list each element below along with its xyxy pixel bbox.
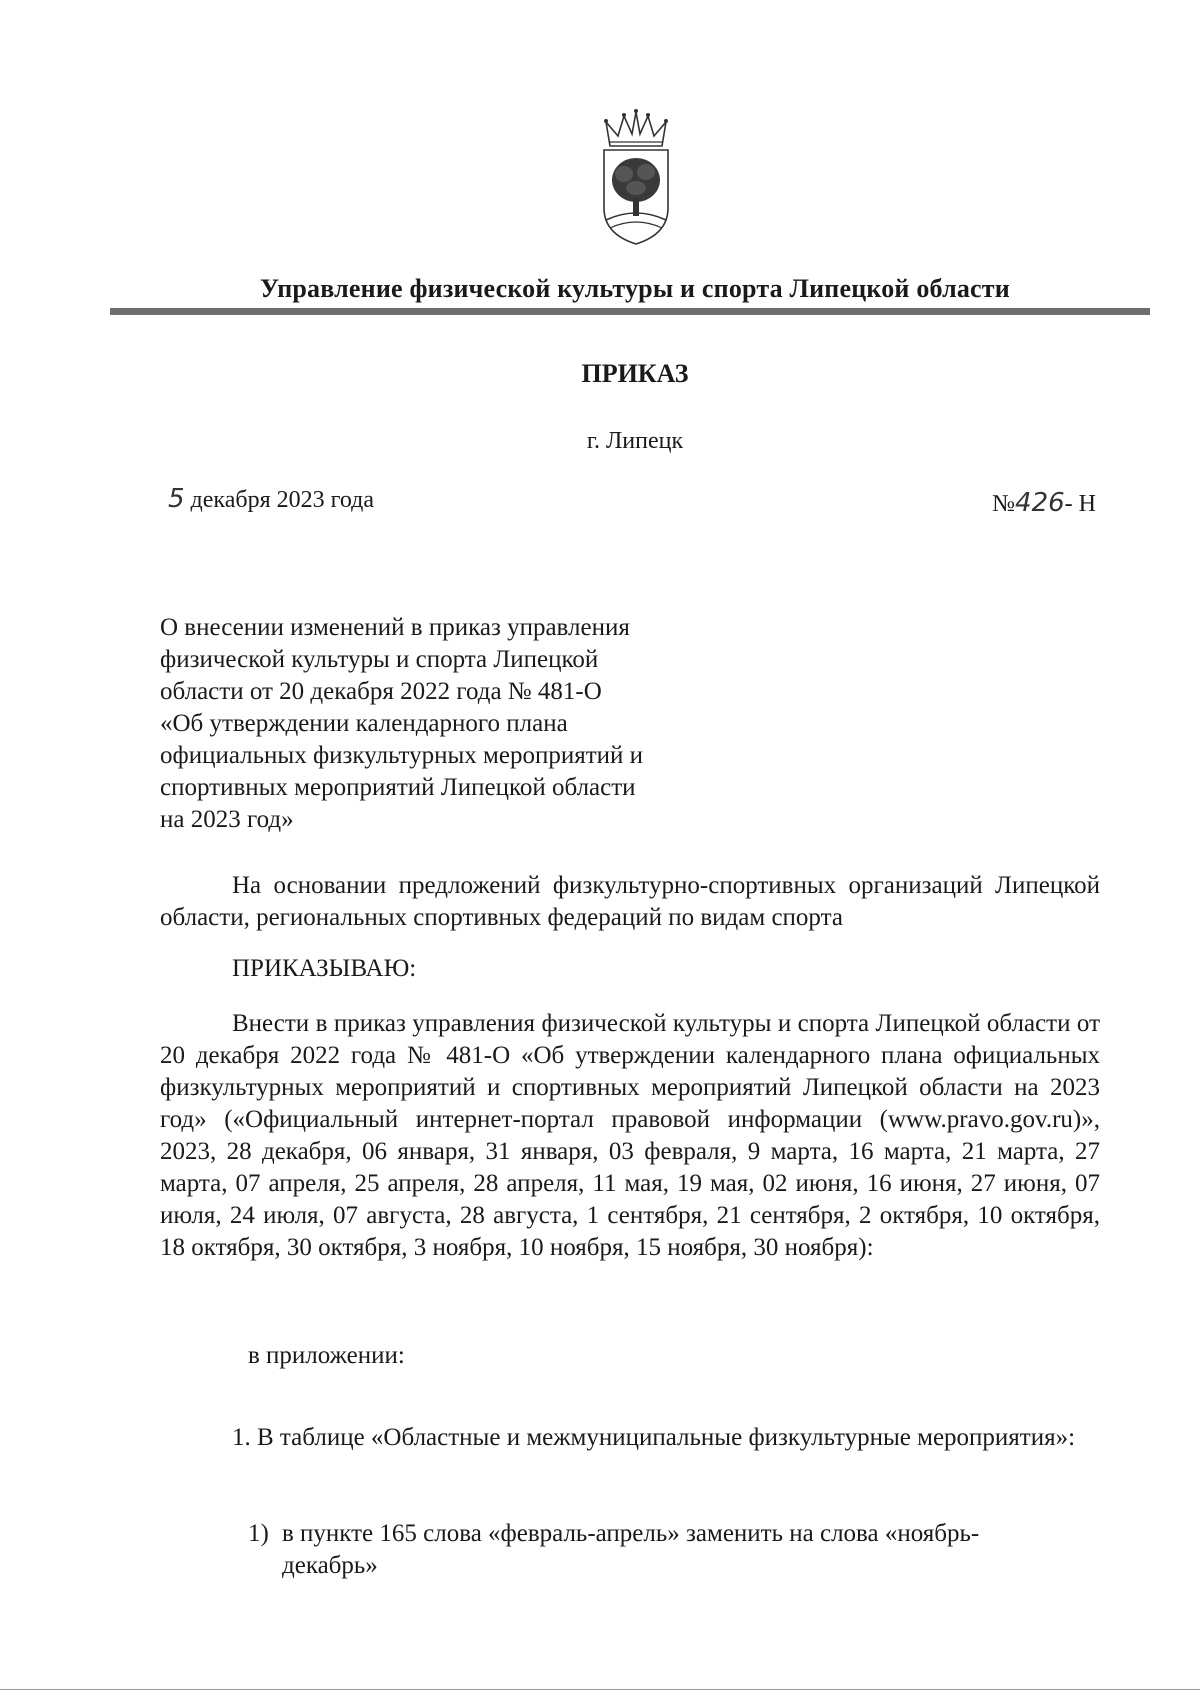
city: г. Липецк bbox=[586, 428, 684, 454]
date-text: декабря 2023 года bbox=[190, 487, 375, 513]
basis-paragraph: На основании предложений физкультурно-спортивных организаций Липецкой области, региональных спортивных федераций по видам спорта bbox=[160, 872, 1100, 931]
subject-line: на 2023 год» bbox=[160, 806, 294, 833]
handwritten-day: 5 bbox=[168, 484, 185, 514]
subitem-text-continued: декабрь» bbox=[282, 1552, 378, 1579]
subject-line: официальных физкультурных мероприятий и bbox=[160, 742, 644, 769]
subject-line: «Об утверждении календарного плана bbox=[160, 710, 568, 737]
organization-title: Управление физической культуры и спорта Липецкой области bbox=[260, 274, 1010, 303]
handwritten-number: 426 bbox=[1015, 488, 1065, 518]
document-date bbox=[168, 484, 374, 514]
number-prefix: № bbox=[992, 491, 1016, 517]
subitem-1 bbox=[248, 1518, 1103, 1582]
subject-line: области от 20 декабря 2022 года № 481-О bbox=[160, 678, 602, 705]
document-type: ПРИКАЗ bbox=[581, 359, 689, 388]
document-subject bbox=[160, 612, 720, 836]
subject-line: спортивных мероприятий Липецкой области bbox=[160, 774, 636, 801]
appendix-label: в приложении: bbox=[248, 1342, 405, 1369]
item-1-paragraph: 1. В таблице «Областные и межмуниципальные физкультурные мероприятия»: bbox=[232, 1424, 1076, 1451]
order-word: ПРИКАЗЫВАЮ: bbox=[232, 955, 417, 982]
lipetsk-coat-of-arms-icon bbox=[596, 108, 676, 248]
page-bottom-edge bbox=[0, 1689, 1200, 1690]
subitem-text: в пункте 165 слова «февраль-апрель» заменить на слова «ноябрь- bbox=[282, 1520, 980, 1547]
main-paragraph: Внести в приказ управления физической культуры и спорта Липецкой области от 20 декабря 2022 года № 481-О «Об утверждении календарного плана официальных физкультурных мероприятий и спортивных мероприятий Липецкой области на 2023 год» («Официальный интернет-портал правовой информации (www.pravo.gov.ru)», 2023, 28 декабря, 06 января, 31 января, 03 февраля, 9 марта, 16 марта, 21 марта, 27 марта, 07 апреля, 25 апреля, 28 апреля, 11 мая, 19 мая, 02 июня, 16 июня, 27 июня, 07 июля, 24 июля, 07 августа, 28 августа, 1 сентября, 21 сентября, 2 октября, 10 октября, 18 октября, 30 октября, 3 ноября, 10 ноября, 15 ноября, 30 ноября): bbox=[160, 1010, 1100, 1261]
subject-line: О внесении изменений в приказ управления bbox=[160, 614, 630, 641]
number-suffix: - Н bbox=[1064, 491, 1096, 517]
document-number bbox=[992, 488, 1096, 518]
subitem-number: 1) bbox=[248, 1520, 269, 1547]
header-divider bbox=[110, 308, 1150, 315]
subject-line: физической культуры и спорта Липецкой bbox=[160, 646, 599, 673]
